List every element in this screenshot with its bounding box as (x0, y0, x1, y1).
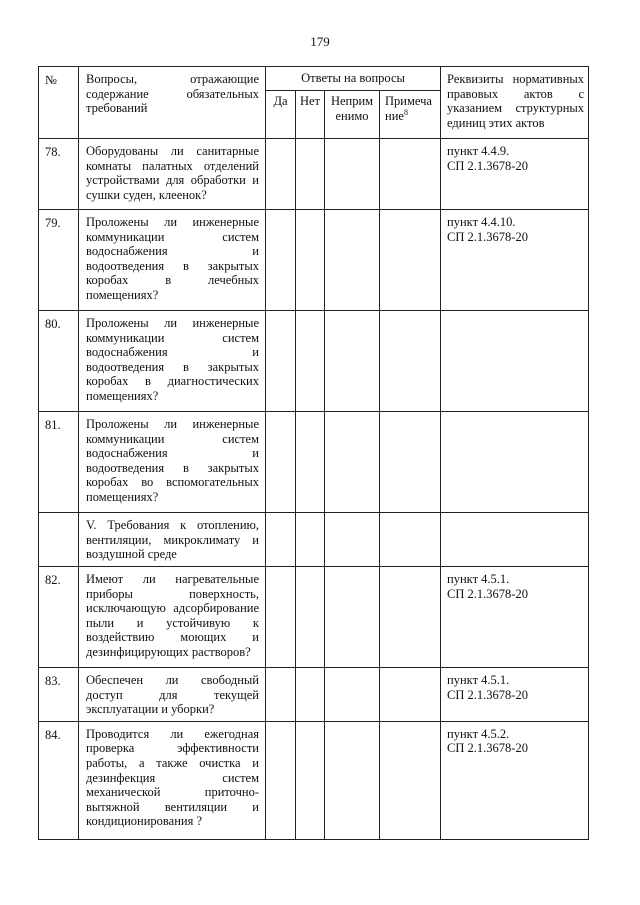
header-references-line: правовых актов с (447, 86, 585, 101)
question-line: приборы поверхность, (86, 586, 259, 601)
row-number: 80. (39, 311, 79, 412)
question-line: V. Требования к отоплению, (86, 518, 259, 532)
question-line: проверка эффективности (86, 741, 259, 756)
question-line: пыли и устойчивую к (86, 615, 259, 630)
row-number (39, 513, 79, 567)
table-row (39, 139, 589, 210)
question-line: дезинфекция систем (86, 770, 259, 785)
reference-cell (441, 139, 589, 210)
answer-note-cell[interactable] (380, 513, 441, 567)
answer-yes-cell[interactable] (266, 412, 296, 513)
answer-not-applicable-cell[interactable] (325, 668, 380, 722)
question-line: комнаты палатных отделений (86, 158, 259, 173)
question-line: помещениях? (86, 489, 159, 504)
question-line: сушки суден, клеенок? (86, 187, 207, 202)
header-references-line: единиц этих актов (447, 115, 545, 130)
question-line: помещениях? (86, 287, 159, 302)
question-line: коммуникации систем (86, 431, 259, 446)
question-text (79, 210, 266, 311)
section-heading-row (39, 513, 589, 567)
row-number: 84. (39, 721, 79, 839)
header-not-applicable-line: енимо (335, 108, 369, 123)
answer-not-applicable-cell[interactable] (325, 513, 380, 567)
answer-not-applicable-cell[interactable] (325, 567, 380, 668)
answer-no-cell[interactable] (296, 210, 325, 311)
question-line: доступ для текущей (86, 687, 259, 702)
reference-line: СП 2.1.3678-20 (447, 229, 528, 244)
question-line: помещениях? (86, 388, 159, 403)
table-row (39, 311, 589, 412)
question-text (79, 668, 266, 722)
reference-cell (441, 513, 589, 567)
answer-yes-cell[interactable] (266, 668, 296, 722)
answer-no-cell[interactable] (296, 412, 325, 513)
header-not-applicable-line: Неприм (330, 94, 374, 108)
answer-note-cell[interactable] (380, 668, 441, 722)
question-line: кондиционирования ? (86, 814, 203, 829)
header-note-line: Примеча (385, 94, 432, 108)
question-line: водоотведения в закрытых (86, 460, 259, 475)
answer-yes-cell[interactable] (266, 210, 296, 311)
header-questions (79, 67, 266, 139)
answer-no-cell[interactable] (296, 668, 325, 722)
answer-no-cell[interactable] (296, 139, 325, 210)
header-yes: Да (266, 91, 296, 139)
question-line: водоснабжения и (86, 345, 259, 360)
question-line: водоснабжения и (86, 244, 259, 259)
header-number: № (39, 67, 79, 139)
answer-no-cell[interactable] (296, 311, 325, 412)
answer-yes-cell[interactable] (266, 311, 296, 412)
question-line: устройствами для обработки и (86, 173, 259, 188)
question-line: механической приточно- (86, 785, 259, 800)
reference-line: пункт 4.4.10. (447, 215, 516, 229)
row-number: 78. (39, 139, 79, 210)
answer-note-cell[interactable] (380, 567, 441, 668)
question-line: Проводится ли ежегодная (86, 726, 259, 741)
reference-cell (441, 210, 589, 311)
question-text (79, 567, 266, 668)
row-number: 81. (39, 412, 79, 513)
question-line: исключающую адсорбирование (86, 601, 259, 616)
reference-line: пункт 4.5.1. (447, 673, 510, 687)
header-note-line: ние (385, 108, 404, 123)
reference-line: пункт 4.4.9. (447, 144, 510, 158)
answer-no-cell[interactable] (296, 567, 325, 668)
reference-line: пункт 4.5.1. (447, 572, 510, 586)
table-row (39, 721, 589, 839)
question-line: водоотведения в закрытых (86, 258, 259, 273)
question-line: водоотведения в закрытых (86, 359, 259, 374)
header-references (441, 67, 589, 139)
footnote-marker: 8 (403, 107, 408, 117)
row-number: 79. (39, 210, 79, 311)
answer-note-cell[interactable] (380, 210, 441, 311)
answer-note-cell[interactable] (380, 412, 441, 513)
answer-yes-cell[interactable] (266, 513, 296, 567)
row-number: 83. (39, 668, 79, 722)
answer-yes-cell[interactable] (266, 139, 296, 210)
reference-line: СП 2.1.3678-20 (447, 741, 528, 756)
question-line: Оборудованы ли санитарные (86, 144, 259, 158)
answer-not-applicable-cell[interactable] (325, 721, 380, 839)
header-questions-line: содержание обязательных (86, 86, 259, 101)
answer-not-applicable-cell[interactable] (325, 412, 380, 513)
table-row (39, 567, 589, 668)
reference-cell (441, 668, 589, 722)
question-line: Обеспечен ли свободный (86, 673, 259, 687)
section-heading (79, 513, 266, 567)
question-line: дезинфицирующих растворов? (86, 644, 251, 659)
reference-cell (441, 311, 589, 412)
question-line: эксплуатации и уборки? (86, 702, 215, 717)
header-not-applicable (325, 91, 380, 139)
table-row (39, 412, 589, 513)
reference-line: пункт 4.5.2. (447, 726, 510, 741)
reference-cell (441, 721, 589, 839)
row-number: 82. (39, 567, 79, 668)
table-row (39, 668, 589, 722)
answer-yes-cell[interactable] (266, 721, 296, 839)
question-line: вентиляции, микроклимату и (86, 532, 259, 547)
answer-yes-cell[interactable] (266, 567, 296, 668)
question-text (79, 721, 266, 839)
header-answers: Ответы на вопросы (266, 67, 441, 91)
question-line: воздушной среде (86, 547, 177, 562)
answer-no-cell[interactable] (296, 721, 325, 839)
question-line: водоснабжения и (86, 446, 259, 461)
table-row (39, 210, 589, 311)
question-line: коробах во вспомогательных (86, 475, 259, 490)
question-line: коробах в диагностических (86, 374, 259, 389)
question-text (79, 311, 266, 412)
question-text (79, 412, 266, 513)
header-no: Нет (296, 91, 325, 139)
answer-note-cell[interactable] (380, 139, 441, 210)
header-note (380, 91, 441, 139)
answer-not-applicable-cell[interactable] (325, 139, 380, 210)
question-line: Проложены ли инженерные (86, 316, 259, 330)
reference-cell (441, 567, 589, 668)
reference-line: СП 2.1.3678-20 (447, 687, 528, 702)
header-questions-line: требований (86, 101, 148, 116)
answer-no-cell[interactable] (296, 513, 325, 567)
answer-not-applicable-cell[interactable] (325, 311, 380, 412)
table-header-row (39, 67, 589, 91)
question-line: Проложены ли инженерные (86, 215, 259, 229)
question-line: Проложены ли инженерные (86, 417, 259, 431)
answer-note-cell[interactable] (380, 721, 441, 839)
reference-cell (441, 412, 589, 513)
question-line: воздействию моющих и (86, 630, 259, 645)
question-line: коммуникации систем (86, 330, 259, 345)
reference-line: СП 2.1.3678-20 (447, 158, 528, 173)
question-line: коробах в лечебных (86, 273, 259, 288)
question-text (79, 139, 266, 210)
requirements-checklist-table (38, 66, 589, 840)
question-line: коммуникации систем (86, 229, 259, 244)
reference-line: СП 2.1.3678-20 (447, 586, 528, 601)
header-questions-line: Вопросы, отражающие (86, 72, 259, 86)
page-number: 179 (310, 34, 330, 49)
header-references-line: Реквизиты нормативных (447, 72, 585, 86)
question-line: работы, а также очистка и (86, 755, 259, 770)
header-references-line: указанием структурных (447, 101, 585, 116)
answer-note-cell[interactable] (380, 311, 441, 412)
question-line: вытяжной вентиляции и (86, 799, 259, 814)
answer-not-applicable-cell[interactable] (325, 210, 380, 311)
question-line: Имеют ли нагревательные (86, 572, 259, 586)
